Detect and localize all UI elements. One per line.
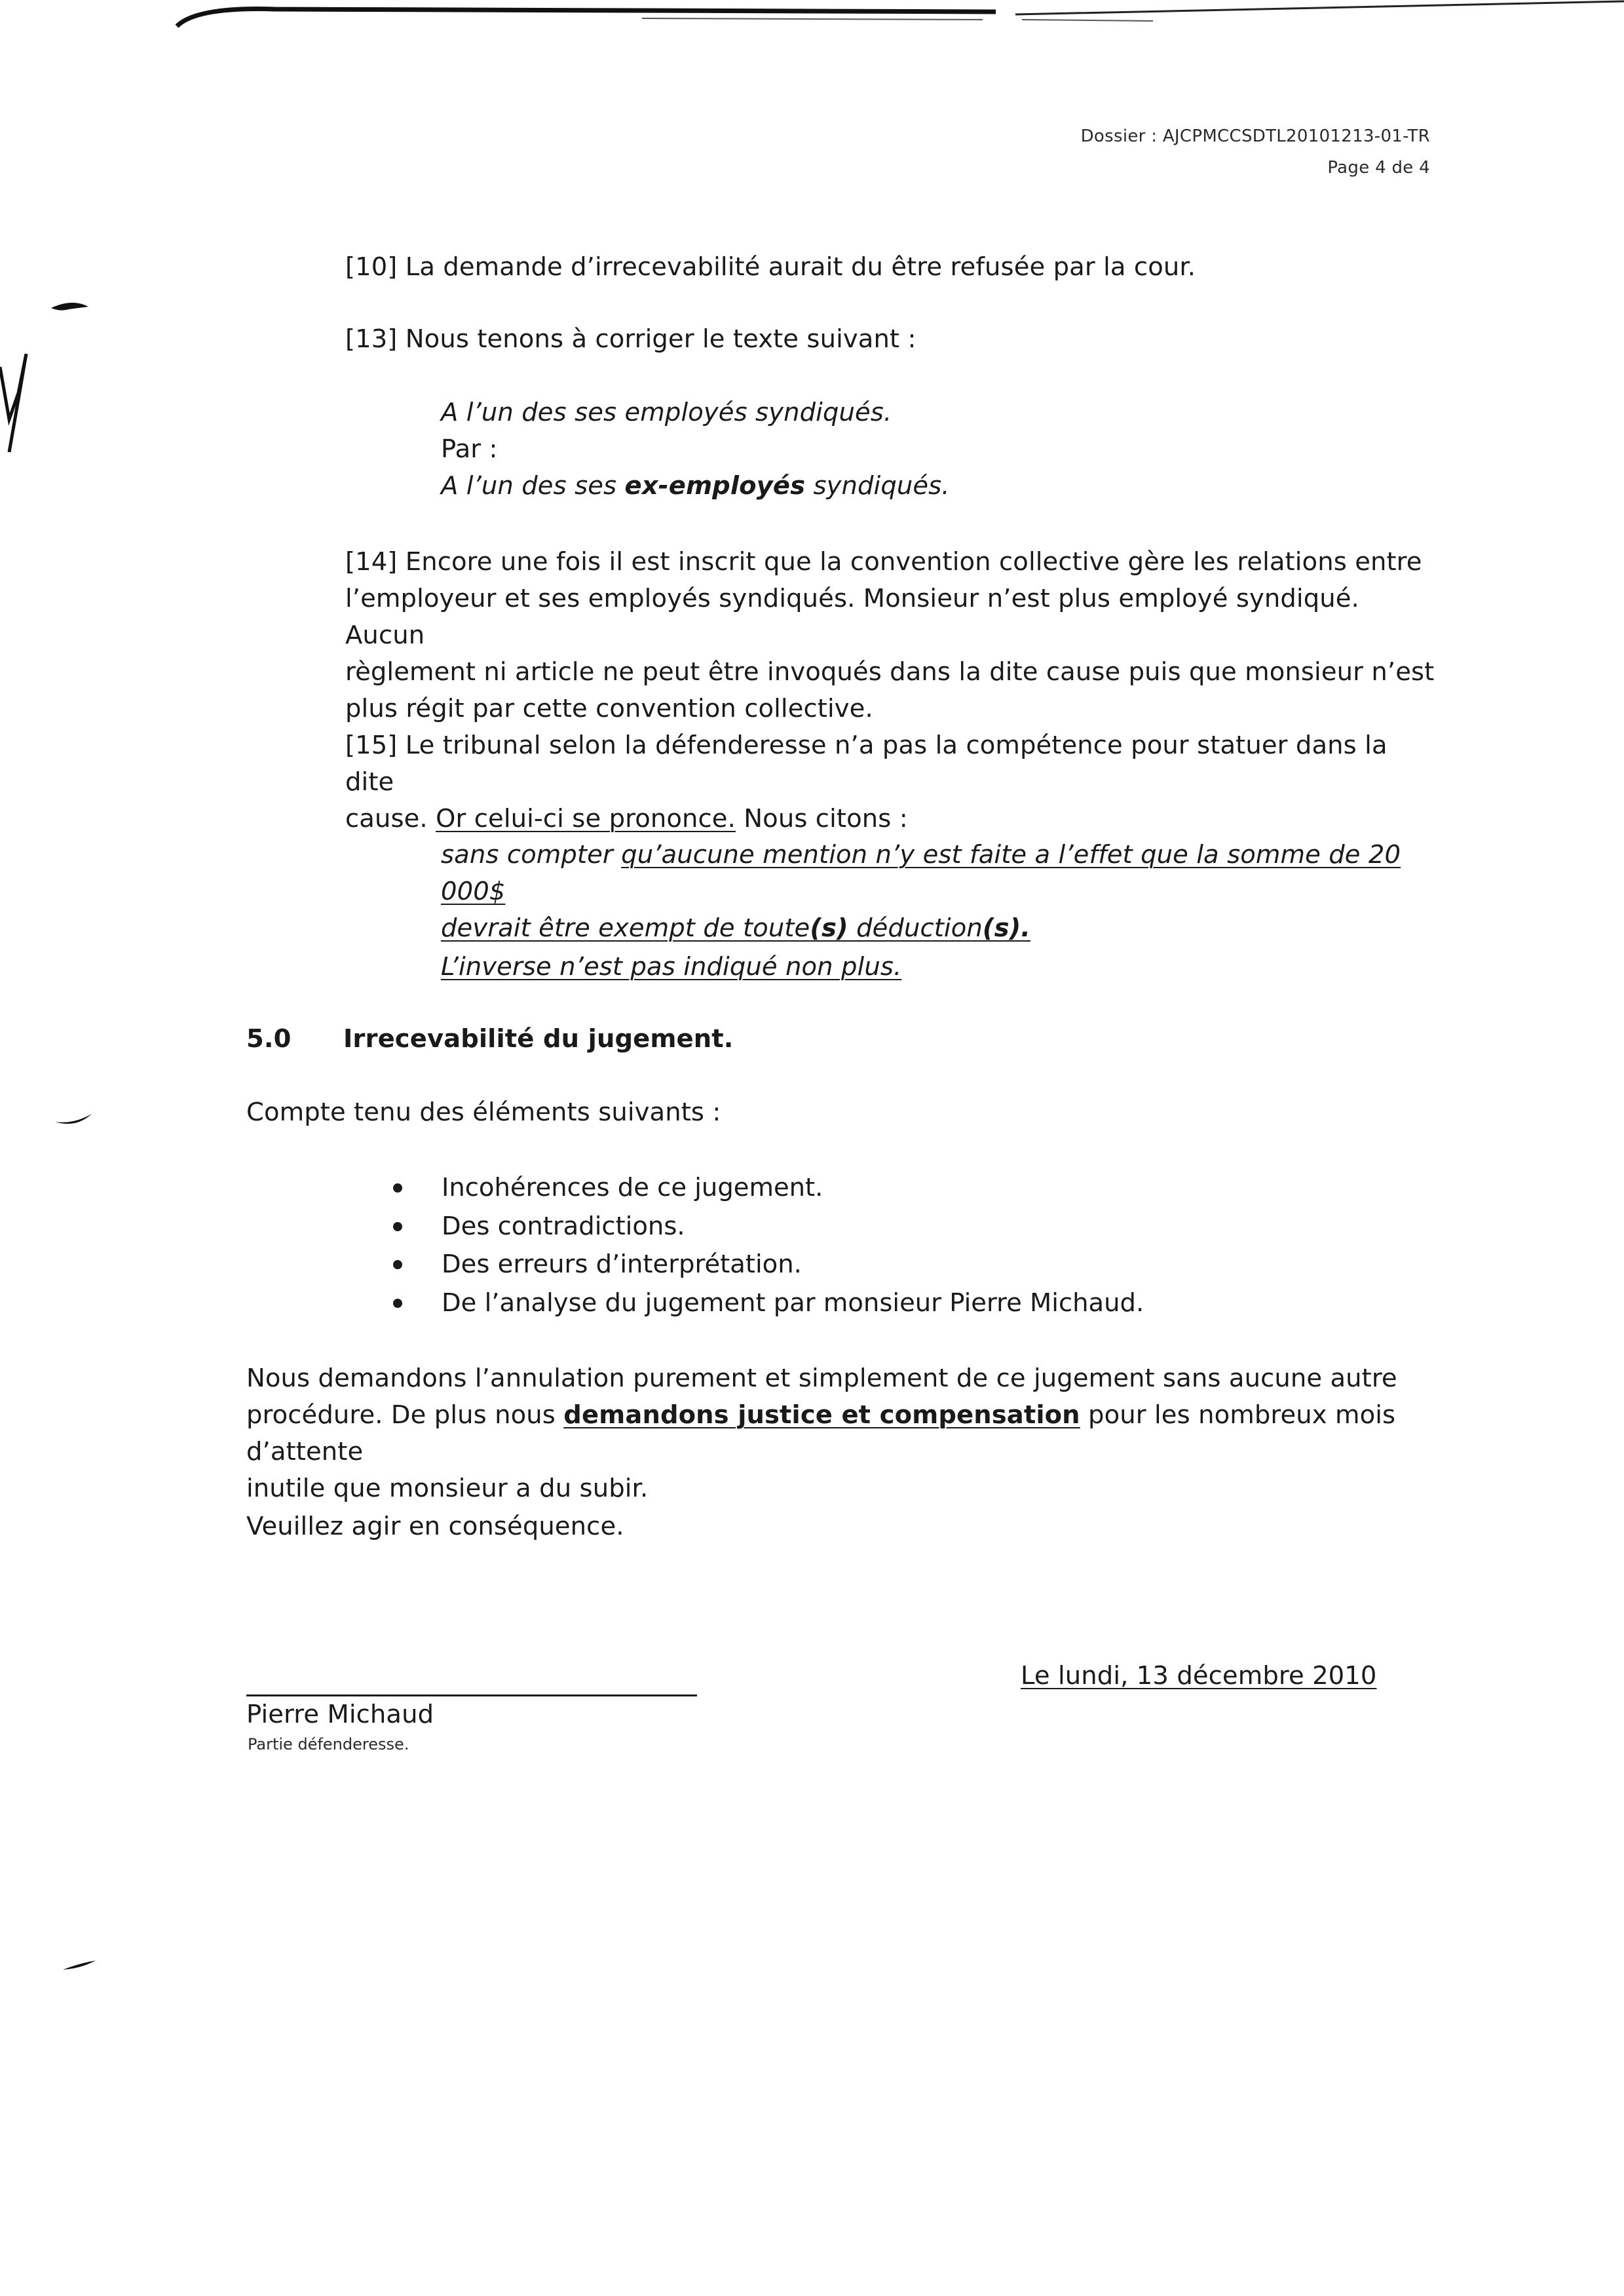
paragraph-10: [10] La demande d’irrecevabilité aurait du être refusée par la cour.	[345, 252, 1196, 282]
citation-line-3: L’inverse n’est pas indiqué non plus.	[441, 952, 902, 982]
paragraph-14: [14] Encore une fois il est inscrit que la convention collective gère les relations entre l’employeur et ses employés syndiqués. Monsieur n’est plus employé syndiqué. Aucun règlement ni article ne peut être invoqués dans la dite cause puis que monsieur n’est plus régit par cette convention collective.	[345, 547, 1435, 723]
top-edge-dash	[642, 18, 1153, 21]
paragraph-15: [15] Le tribunal selon la défenderesse n’a pas la compétence pour statuer dans la dite cause. Or celui-ci se prononce. Nous citons :	[345, 731, 1388, 833]
list-intro: Compte tenu des éléments suivants :	[246, 1098, 721, 1127]
bullet-list	[393, 1169, 1144, 1322]
document-header	[1081, 121, 1430, 183]
list-item: Des erreurs d’interprétation.	[393, 1246, 1144, 1284]
signatory-role: Partie défenderesse.	[248, 1735, 409, 1753]
action-request: Veuillez agir en conséquence.	[246, 1512, 624, 1541]
dossier-reference: Dossier : AJCPMCCSDTL20101213-01-TR	[1080, 126, 1430, 146]
hole-punch-mark-3	[63, 1961, 96, 1970]
hole-punch-mark-2	[55, 1114, 92, 1124]
list-item: Des contradictions.	[393, 1208, 1144, 1246]
section-number: 5.0	[246, 1024, 292, 1054]
left-edge-mark	[0, 354, 26, 452]
quote-corrected: A l’un des ses ex-employés syndiqués.	[441, 471, 950, 501]
section-title: Irrecevabilité du jugement.	[343, 1024, 734, 1054]
paragraph-13: [13] Nous tenons à corriger le texte suivant :	[345, 324, 916, 354]
top-edge-line-faint	[1015, 1, 1624, 14]
list-item: Incohérences de ce jugement.	[393, 1169, 1144, 1208]
quote-original: A l’un des ses employés syndiqués.	[441, 398, 892, 427]
conclusion-paragraph: Nous demandons l’annulation purement et simplement de ce jugement sans aucune autre procédure. De plus nous demandons justice et compensation pour les nombreux mois d’attente inutile que monsieur a du subir.	[246, 1364, 1397, 1503]
page-number: Page 4 de 4	[1327, 158, 1430, 178]
citation-block: sans compter qu’aucune mention n’y est faite a l’effet que la somme de 20 000$ devrait être exempt de toute(s) déduction(s).	[441, 840, 1401, 943]
list-item: De l’analyse du jugement par monsieur Pierre Michaud.	[393, 1284, 1144, 1323]
top-edge-line	[177, 9, 996, 26]
signature-date: Le lundi, 13 décembre 2010	[1021, 1661, 1377, 1691]
quoted-correction	[441, 394, 950, 505]
quote-par: Par :	[441, 434, 498, 464]
section-heading	[246, 1021, 734, 1058]
hole-punch-mark-1	[51, 303, 88, 311]
signatory-name: Pierre Michaud	[246, 1700, 434, 1729]
